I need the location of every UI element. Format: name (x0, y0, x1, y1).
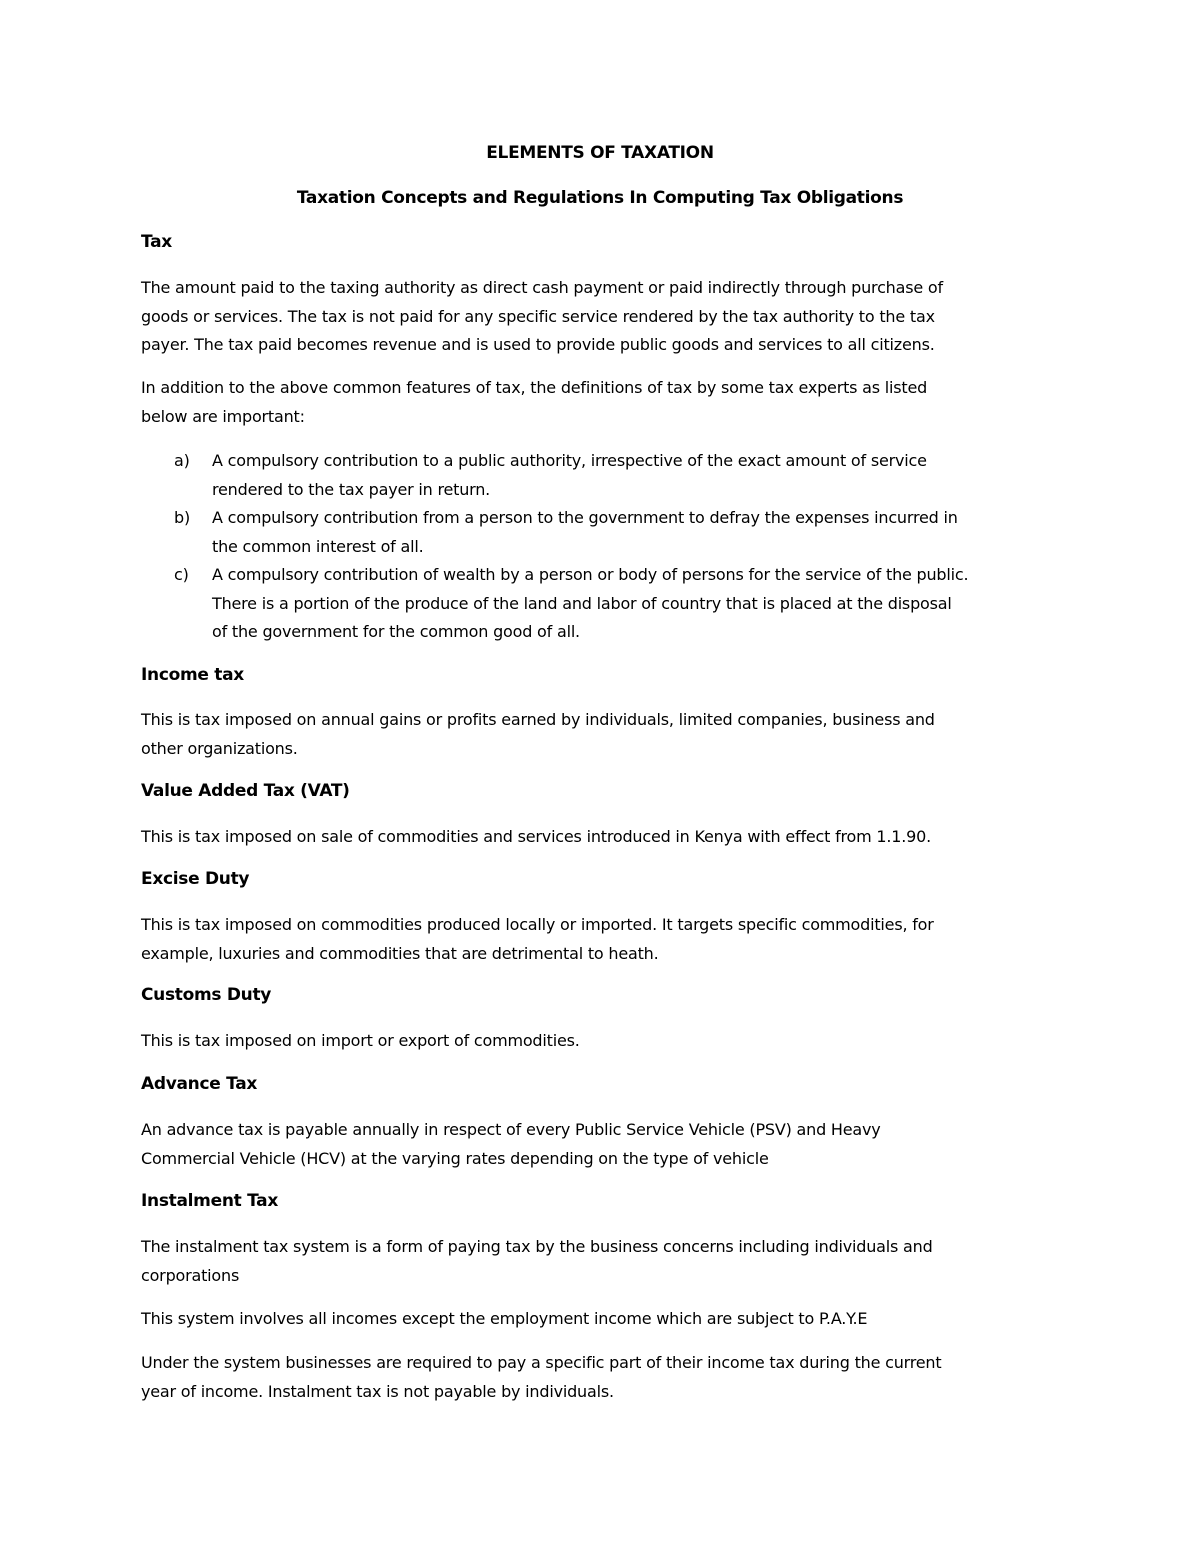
paragraph-line: This is tax imposed on commodities produced locally or imported. It targets specific commodities, for (141, 915, 934, 934)
instalment-tax-paragraph-1 (141, 1233, 933, 1290)
instalment-tax-paragraph-3 (141, 1349, 941, 1406)
list-item-text (212, 561, 968, 647)
paragraph-line: This is tax imposed on import or export of commodities. (141, 1031, 580, 1050)
list-line: the common interest of all. (212, 536, 424, 556)
paragraph-line: other organizations. (141, 738, 298, 758)
paragraph-line: payer. The tax paid becomes revenue and is used to provide public goods and services to all citizens. (141, 335, 935, 354)
list-marker: b) (174, 508, 190, 527)
paragraph-line: Under the system businesses are required to pay a specific part of their income tax during the current (141, 1353, 942, 1372)
list-line: A compulsory contribution of wealth by a person or body of persons for the service of the public. (212, 565, 969, 584)
list-line: rendered to the tax payer in return. (212, 479, 491, 499)
list-item-text (212, 447, 927, 504)
paragraph-line: The amount paid to the taxing authority as direct cash payment or paid indirectly through purchase of (141, 278, 943, 297)
paragraph-line: year of income. Instalment tax is not payable by individuals. (141, 1381, 614, 1401)
paragraph-line: Commercial Vehicle (HCV) at the varying rates depending on the type of vehicle (141, 1148, 769, 1168)
paragraph-line: example, luxuries and commodities that are detrimental to heath. (141, 943, 659, 963)
section-heading-excise-duty: Excise Duty (141, 869, 250, 889)
tax-paragraph-2 (141, 374, 927, 431)
paragraph-line: below are important: (141, 406, 305, 426)
section-heading-vat: Value Added Tax (VAT) (141, 781, 350, 801)
document-page (141, 0, 1061, 1553)
paragraph-line: This system involves all incomes except the employment income which are subject to P.A.Y.E (141, 1309, 868, 1328)
section-heading-advance-tax: Advance Tax (141, 1074, 258, 1094)
excise-duty-paragraph (141, 911, 934, 968)
list-line: A compulsory contribution to a public authority, irrespective of the exact amount of service (212, 451, 927, 470)
paragraph-line: goods or services. The tax is not paid for any specific service rendered by the tax authority to the tax (141, 306, 935, 326)
tax-paragraph-1 (141, 274, 943, 360)
list-marker: c) (174, 565, 189, 584)
income-tax-paragraph (141, 706, 935, 763)
section-heading-instalment-tax: Instalment Tax (141, 1191, 279, 1211)
vat-paragraph (141, 823, 931, 852)
list-item-text (212, 504, 958, 561)
list-line: There is a portion of the produce of the land and labor of country that is placed at the disposal (212, 593, 952, 613)
paragraph-line: In addition to the above common features of tax, the definitions of tax by some tax experts as listed (141, 378, 928, 397)
paragraph-line: This is tax imposed on annual gains or profits earned by individuals, limited companies, business and (141, 710, 935, 729)
advance-tax-paragraph (141, 1116, 881, 1173)
paragraph-line: The instalment tax system is a form of paying tax by the business concerns including individuals and (141, 1237, 933, 1256)
section-heading-customs-duty: Customs Duty (141, 985, 272, 1005)
paragraph-line: An advance tax is payable annually in respect of every Public Service Vehicle (PSV) and Heavy (141, 1120, 881, 1139)
customs-duty-paragraph (141, 1027, 580, 1056)
list-line: A compulsory contribution from a person to the government to defray the expenses incurred in (212, 508, 958, 527)
instalment-tax-paragraph-2 (141, 1305, 867, 1334)
paragraph-line: corporations (141, 1265, 240, 1285)
document-subtitle: Taxation Concepts and Regulations In Computing Tax Obligations (296, 188, 904, 208)
paragraph-line: This is tax imposed on sale of commodities and services introduced in Kenya with effect from 1.1.90. (141, 827, 931, 846)
list-line: of the government for the common good of all. (212, 622, 580, 641)
section-heading-tax: Tax (141, 232, 172, 252)
section-heading-income-tax: Income tax (141, 665, 244, 685)
list-marker: a) (174, 451, 190, 470)
document-title: ELEMENTS OF TAXATION (486, 143, 714, 163)
